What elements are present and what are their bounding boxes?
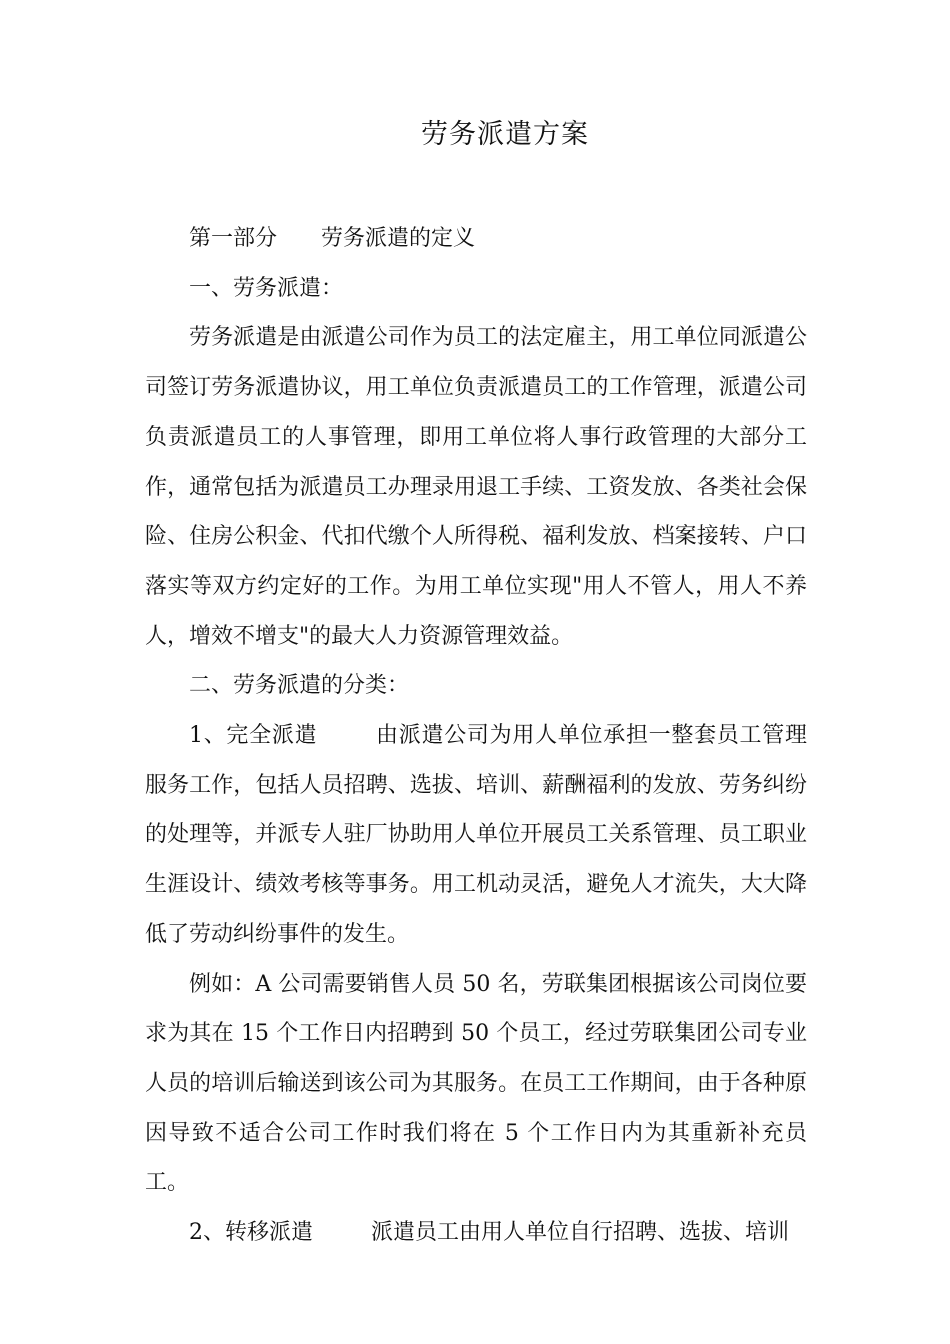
part-title: 劳务派遣的定义: [321, 226, 476, 251]
part-heading: [145, 214, 807, 264]
document-body: [145, 214, 807, 1258]
item-label-transfer-dispatch: 2、转移派遣: [189, 1220, 313, 1246]
item-label-full-dispatch: 1、完全派遣: [189, 723, 318, 749]
document-title: 劳务派遣方案: [421, 119, 589, 150]
paragraph-example: 例如：A 公司需要销售人员 50 名，劳联集团根据该公司岗位要求为其在 15 个工作日内招聘到 50 个员工，经过劳联集团公司专业人员的培训后输送到该公司为其服务。在员工工作期间，由于各种原因导致不适合公司工作时我们将在 5 个工作日内为其重新补充员工。: [145, 971, 807, 1196]
part-label: 第一部分: [189, 226, 278, 251]
section-heading-1: 一、劳务派遣：: [189, 275, 344, 301]
paragraph-full-dispatch: [145, 711, 807, 960]
item-text-full-dispatch: 由派遣公司为用人单位承担一整套员工管理服务工作，包括人员招聘、选拔、培训、薪酬福利的发放、劳务纠纷的处理等，并派专人驻厂协助用人单位开展员工关系管理、员工职业生涯设计、绩效考核等事务。用工机动灵活，避免人才流失，大大降低了劳动纠纷事件的发生。: [145, 723, 807, 947]
paragraph-definition: 劳务派遣是由派遣公司作为员工的法定雇主，用工单位同派遣公司签订劳务派遣协议，用工单位负责派遣员工的工作管理，派遣公司负责派遣员工的人事管理，即用工单位将人事行政管理的大部分工作，通常包括为派遣员工办理录用退工手续、工资发放、各类社会保险、住房公积金、代扣代缴个人所得税、福利发放、档案接转、户口落实等双方约定好的工作。为用工单位实现"用人不管人，用人不养人，增效不增支"的最大人力资源管理效益。: [145, 325, 807, 649]
document-page: [145, 0, 807, 1344]
paragraph-transfer-dispatch: [145, 1208, 807, 1258]
section-heading-2: 二、劳务派遣的分类：: [189, 673, 410, 699]
item-text-transfer-dispatch: 派遣员工由用人单位自行招聘、选拔、培训: [371, 1220, 790, 1246]
